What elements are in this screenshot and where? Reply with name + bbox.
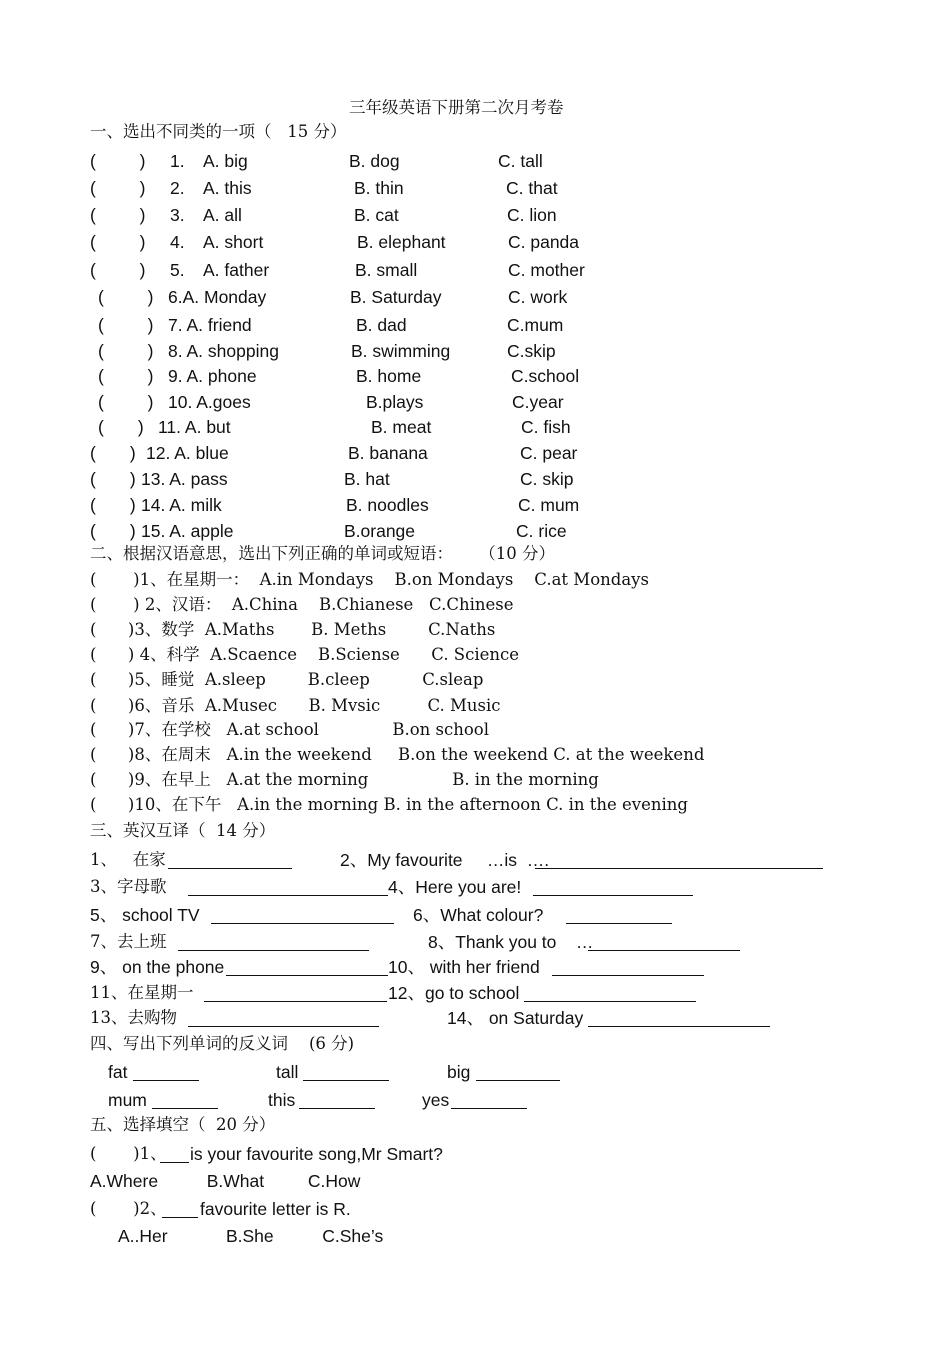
answer-paren[interactable]: ( ) bbox=[90, 178, 146, 198]
answer-blank[interactable] bbox=[152, 1108, 218, 1109]
section1-heading: 一、选出不同类的一项（ 15 分） bbox=[90, 122, 347, 141]
answer-blank[interactable] bbox=[451, 1108, 527, 1109]
answer-paren[interactable]: ( ) bbox=[98, 366, 154, 386]
antonym-word: tall bbox=[276, 1062, 299, 1082]
question-number: 1. bbox=[170, 151, 185, 171]
question-number: 4. bbox=[170, 232, 185, 252]
option-c: C.school bbox=[511, 366, 580, 386]
antonym-word: big bbox=[447, 1062, 471, 1082]
option-b: B. small bbox=[355, 260, 418, 280]
option-c: C. mum bbox=[518, 495, 580, 515]
vocab-question: ( )10、在下午 A.in the morning B. in the afternoon C. in the evening bbox=[90, 795, 688, 814]
answer-blank[interactable] bbox=[566, 923, 672, 924]
option-a: A. this bbox=[203, 178, 252, 198]
answer-blank[interactable] bbox=[588, 950, 740, 951]
option-b: B. dog bbox=[349, 151, 400, 171]
answer-paren[interactable]: ( ) bbox=[98, 392, 154, 412]
option-b: B. noodles bbox=[346, 495, 429, 515]
translation-item: 3、字母歌 bbox=[90, 877, 167, 896]
answer-paren[interactable]: ( ) bbox=[90, 205, 146, 225]
page-title: 三年级英语下册第二次月考卷 bbox=[349, 98, 564, 117]
question-number: 5. bbox=[170, 260, 185, 280]
question-number: 6.A. Monday bbox=[168, 287, 267, 307]
answer-paren[interactable]: ( ) bbox=[98, 341, 154, 361]
translation-item: 11、在星期一 bbox=[90, 983, 194, 1002]
answer-blank[interactable] bbox=[188, 1026, 379, 1027]
option-c: C. that bbox=[506, 178, 558, 198]
question-number: 15. A. apple bbox=[141, 521, 234, 541]
answer-blank[interactable] bbox=[535, 868, 823, 869]
option-b: B. elephant bbox=[357, 232, 446, 252]
answer-paren[interactable]: ( ) bbox=[90, 469, 136, 489]
option-b: B. thin bbox=[354, 178, 404, 198]
translation-item: 12、go to school bbox=[388, 983, 520, 1003]
option-b: B.plays bbox=[366, 392, 424, 412]
translation-item: 6、What colour? bbox=[413, 905, 544, 925]
section5-heading: 五、选择填空（ 20 分） bbox=[90, 1115, 276, 1134]
question-number: 12. A. blue bbox=[146, 443, 229, 463]
answer-paren[interactable]: ( ) bbox=[90, 232, 146, 252]
choice-options: A..Her B.She C.She’s bbox=[118, 1226, 384, 1246]
antonym-word: mum bbox=[108, 1090, 147, 1110]
option-a: A. big bbox=[203, 151, 248, 171]
answer-paren[interactable]: ( ) bbox=[98, 315, 154, 335]
translation-item: 5、 school TV bbox=[90, 905, 200, 925]
option-a: A. father bbox=[203, 260, 270, 280]
answer-blank[interactable] bbox=[188, 895, 388, 896]
option-c: C. lion bbox=[507, 205, 557, 225]
answer-blank[interactable] bbox=[162, 1217, 198, 1218]
vocab-question: ( )7、在学校 A.at school B.on school bbox=[90, 720, 490, 739]
answer-blank[interactable] bbox=[476, 1080, 560, 1081]
option-b: B. dad bbox=[356, 315, 407, 335]
choice-question-text: is your favourite song,Mr Smart? bbox=[190, 1144, 443, 1164]
question-number: 3. bbox=[170, 205, 185, 225]
option-b: B. home bbox=[356, 366, 422, 386]
option-b: B. Saturday bbox=[350, 287, 442, 307]
option-c: C.year bbox=[512, 392, 564, 412]
question-number: 9. A. phone bbox=[168, 366, 257, 386]
antonym-word: yes bbox=[422, 1090, 450, 1110]
answer-blank[interactable] bbox=[524, 1001, 696, 1002]
question-number: 14. A. milk bbox=[141, 495, 222, 515]
question-number: 7. A. friend bbox=[168, 315, 252, 335]
choice-question-text: favourite letter is R. bbox=[200, 1199, 351, 1219]
option-c: C. rice bbox=[516, 521, 567, 541]
antonym-word: fat bbox=[108, 1062, 128, 1082]
answer-blank[interactable] bbox=[299, 1108, 375, 1109]
vocab-question: ( )6、音乐 A.Musec B. Mvsic C. Music bbox=[90, 696, 501, 715]
translation-item: 14、 on Saturday bbox=[447, 1008, 584, 1028]
answer-blank[interactable] bbox=[133, 1080, 199, 1081]
question-number: 8. A. shopping bbox=[168, 341, 279, 361]
question-number: 2. bbox=[170, 178, 185, 198]
choice-options: A.Where B.What C.How bbox=[90, 1171, 361, 1191]
answer-blank[interactable] bbox=[226, 975, 388, 976]
option-b: B. cat bbox=[354, 205, 399, 225]
vocab-question: ( )1、在星期一： A.in Mondays B.on Mondays C.at Mondays bbox=[90, 570, 649, 589]
option-a: A. all bbox=[203, 205, 242, 225]
choice-question-number: ( )1、 bbox=[90, 1144, 167, 1163]
translation-item: 1、 在家 bbox=[90, 850, 166, 869]
translation-item: 2、My favourite …is …. bbox=[340, 850, 550, 870]
vocab-question: ( )8、在周末 A.in the weekend B.on the weekend C. at the weekend bbox=[90, 745, 705, 764]
option-b: B.orange bbox=[344, 521, 416, 541]
option-c: C. work bbox=[508, 287, 568, 307]
option-c: C. fish bbox=[521, 417, 571, 437]
answer-blank[interactable] bbox=[533, 895, 693, 896]
answer-blank[interactable] bbox=[168, 868, 292, 869]
translation-item: 8、Thank you to … bbox=[428, 932, 594, 952]
translation-item: 9、 on the phone bbox=[90, 957, 225, 977]
answer-blank[interactable] bbox=[204, 1001, 387, 1002]
question-number: 13. A. pass bbox=[141, 469, 228, 489]
option-c: C.mum bbox=[507, 315, 564, 335]
vocab-question: ( ) 2、汉语： A.China B.Chianese C.Chinese bbox=[90, 595, 514, 614]
choice-question-number: ( )2、 bbox=[90, 1199, 167, 1218]
answer-paren[interactable]: ( ) bbox=[98, 417, 144, 437]
option-b: B. meat bbox=[371, 417, 432, 437]
option-c: C. skip bbox=[520, 469, 574, 489]
antonym-word: this bbox=[268, 1090, 296, 1110]
answer-paren[interactable]: ( ) bbox=[90, 495, 136, 515]
option-c: C. panda bbox=[508, 232, 580, 252]
translation-item: 13、去购物 bbox=[90, 1008, 177, 1027]
option-c: C.skip bbox=[507, 341, 556, 361]
answer-paren[interactable]: ( ) bbox=[98, 287, 154, 307]
section2-heading: 二、根据汉语意思，选出下列正确的单词或短语： （10 分） bbox=[90, 544, 555, 563]
question-number: 10. A.goes bbox=[168, 392, 251, 412]
translation-item: 4、Here you are! bbox=[388, 877, 522, 897]
answer-blank[interactable] bbox=[303, 1080, 389, 1081]
translation-item: 10、 with her friend bbox=[388, 957, 540, 977]
answer-blank[interactable] bbox=[588, 1026, 770, 1027]
section3-heading: 三、英汉互译（ 14 分） bbox=[90, 821, 276, 840]
vocab-question: ( ) 4、科学 A.Scaence B.Sciense C. Science bbox=[90, 645, 520, 664]
answer-blank[interactable] bbox=[552, 975, 704, 976]
section4-heading: 四、写出下列单词的反义词 (6 分) bbox=[90, 1034, 355, 1053]
answer-blank[interactable] bbox=[178, 950, 369, 951]
answer-paren[interactable]: ( ) bbox=[90, 260, 146, 280]
option-a: A. short bbox=[203, 232, 264, 252]
question-number: 11. A. but bbox=[158, 417, 231, 437]
answer-paren[interactable]: ( ) bbox=[90, 521, 136, 541]
option-b: B. hat bbox=[344, 469, 390, 489]
option-c: C. tall bbox=[498, 151, 543, 171]
option-b: B. swimming bbox=[351, 341, 451, 361]
answer-blank[interactable] bbox=[211, 923, 394, 924]
answer-paren[interactable]: ( ) bbox=[90, 443, 136, 463]
vocab-question: ( )5、睡觉 A.sleep B.cleep C.sleap bbox=[90, 670, 484, 689]
vocab-question: ( )9、在早上 A.at the morning B. in the morning bbox=[90, 770, 599, 789]
translation-item: 7、去上班 bbox=[90, 932, 167, 951]
answer-paren[interactable]: ( ) bbox=[90, 151, 146, 171]
answer-blank[interactable] bbox=[160, 1162, 189, 1163]
option-c: C. pear bbox=[520, 443, 578, 463]
vocab-question: ( )3、数学 A.Maths B. Meths C.Naths bbox=[90, 620, 496, 639]
option-c: C. mother bbox=[508, 260, 585, 280]
option-b: B. banana bbox=[348, 443, 428, 463]
